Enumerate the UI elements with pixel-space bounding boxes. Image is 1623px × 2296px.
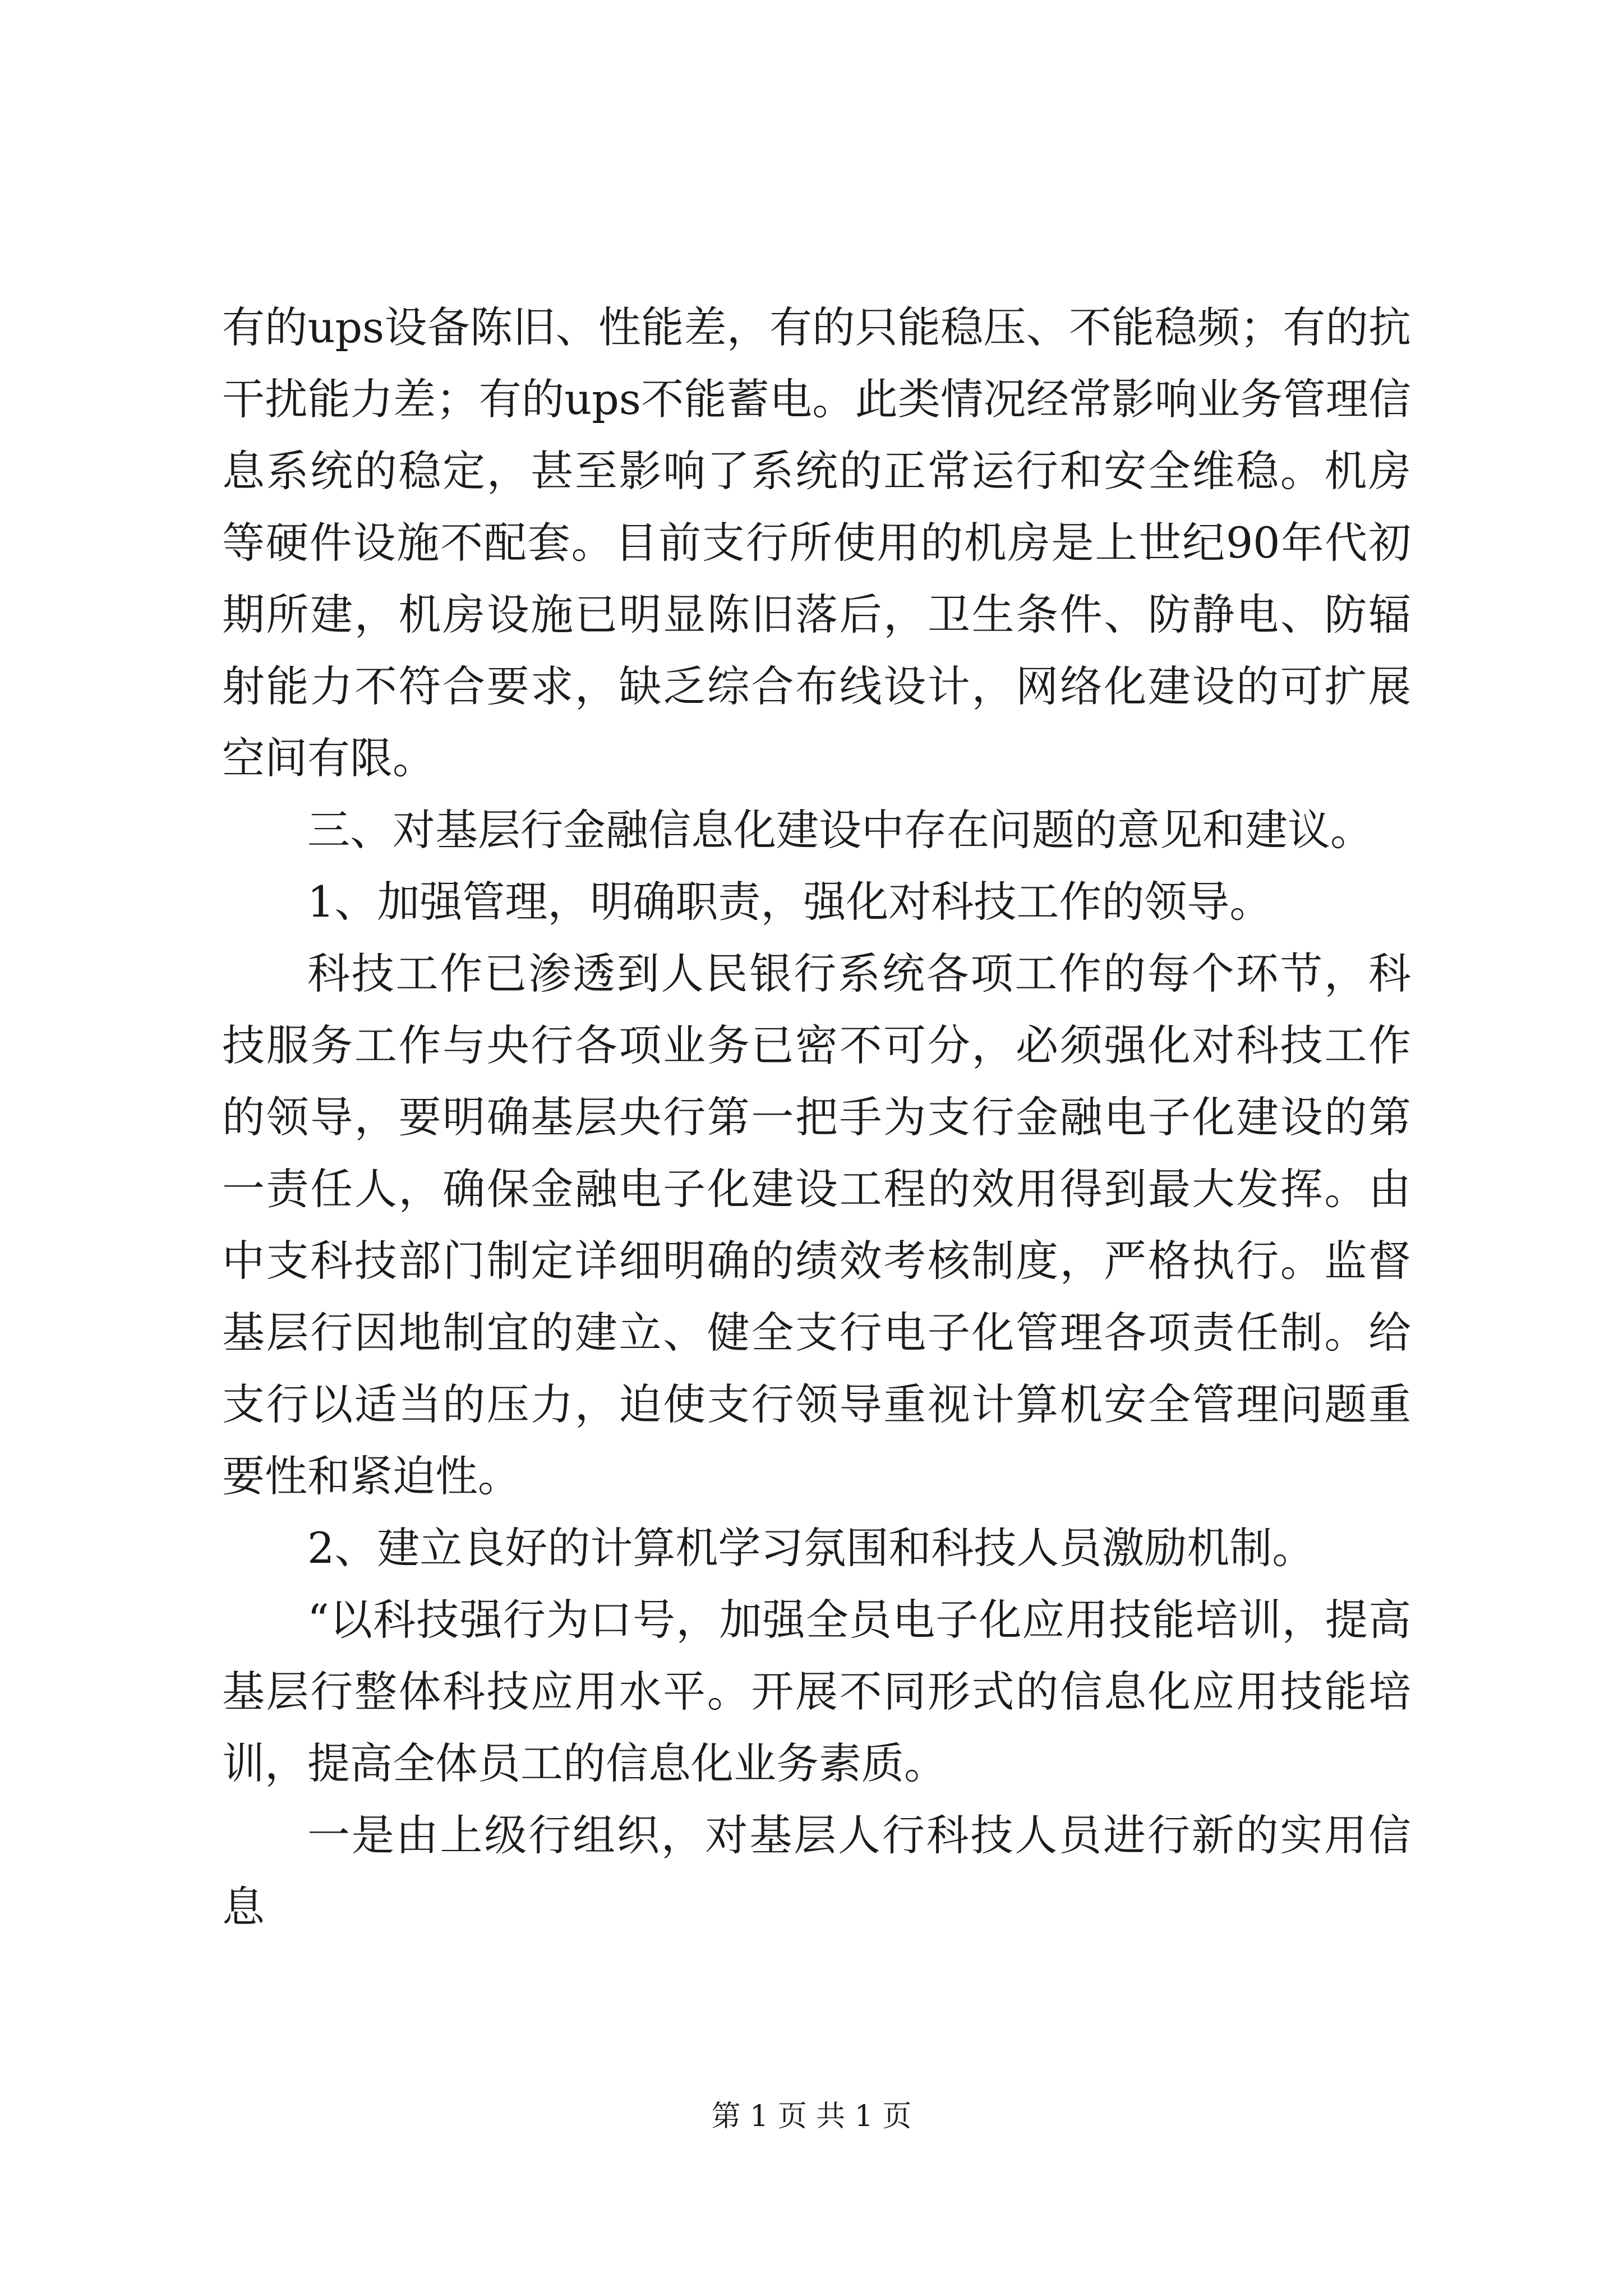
paragraph-training: “以科技强行为口号，加强全员电子化应用技能培训，提高基层行整体科技应用水平。开展不同形式的信息化应用技能培训，提高全体员工的信息化业务素质。 xyxy=(222,1595,1411,1788)
subheading-management: 1、加强管理，明确职责，强化对科技工作的领导。 xyxy=(307,877,1272,927)
subheading-incentive: 2、建立良好的计算机学习氛围和科技人员激励机制。 xyxy=(307,1523,1315,1573)
paragraph-continuation: 有的ups设备陈旧、性能差，有的只能稳压、不能稳频；有的抗干扰能力差；有的ups不能蓄电。此类情况经常影响业务管理信息系统的稳定，甚至影响了系统的正常运行和安全维稳。机房等硬件设施不配套。目前支行所使用的机房是上世纪90年代初期所建，机房设施已明显陈旧落后，卫生条件、防静电、防辐射能力不符合要求，缺乏综合布线设计，网络化建设的可扩展空间有限。 xyxy=(222,302,1411,783)
paragraph-first-measure: 一是由上级行组织，对基层人行科技人员进行新的实用信息 xyxy=(222,1810,1411,1932)
section-heading-suggestions: 三、对基层行金融信息化建设中存在问题的意见和建议。 xyxy=(307,805,1373,855)
page-footer: 第 1 页 共 1 页 xyxy=(711,2100,912,2133)
document-body xyxy=(222,292,1411,1943)
paragraph-management: 科技工作已渗透到人民银行系统各项工作的每个环节，科技服务工作与央行各项业务已密不可分，必须强化对科技工作的领导，要明确基层央行第一把手为支行金融电子化建设的第一责任人，确保金融电子化建设工程的效用得到最大发挥。由中支科技部门制定详细明确的绩效考核制度，严格执行。监督基层行因地制宜的建立、健全支行电子化管理各项责任制。给支行以适当的压力，迫使支行领导重视计算机安全管理问题重要性和紧迫性。 xyxy=(222,949,1411,1501)
